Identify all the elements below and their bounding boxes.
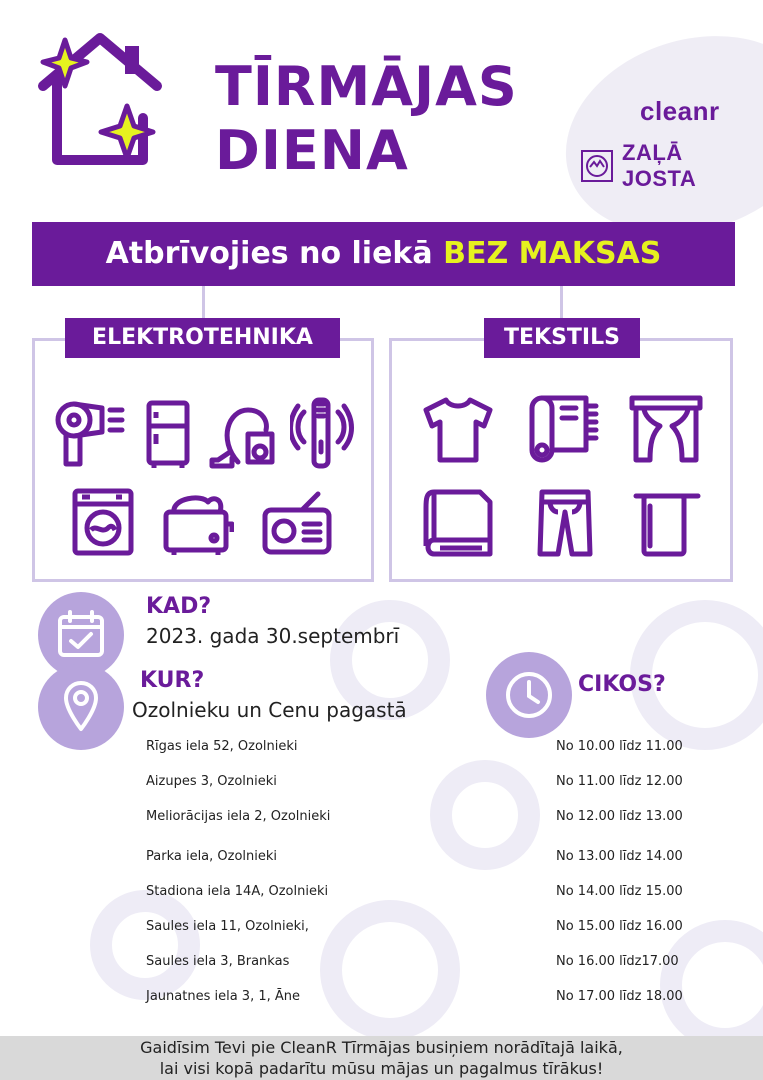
decor-ring — [320, 900, 460, 1040]
towel-icon — [632, 488, 702, 558]
electric-toothbrush-icon — [290, 396, 354, 470]
fridge-icon — [146, 400, 190, 470]
footer-line-2: lai visi kopā padarītu mūsu mājas un pagalmus tīrākus! — [159, 1059, 604, 1078]
schedule-address: Parka iela, Ozolnieki — [146, 849, 278, 864]
house-sparkle-icon — [25, 28, 175, 178]
event-place: Ozolnieku un Cenu pagastā — [132, 698, 407, 722]
title-line-2: DIENA — [215, 119, 409, 182]
schedule-time: No 17.00 līdz 18.00 — [556, 989, 683, 1004]
schedule-address: Rīgas iela 52, Ozolnieki — [146, 739, 298, 754]
folded-blanket-icon — [422, 488, 494, 558]
textiles-label: TEKSTILS — [484, 318, 640, 358]
banner-highlight: BEZ MAKSAS — [443, 236, 662, 271]
schedule-time: No 11.00 līdz 12.00 — [556, 774, 683, 789]
schedule-time: No 15.00 līdz 16.00 — [556, 919, 683, 934]
hair-dryer-icon — [52, 398, 128, 470]
time-label: CIKOS? — [578, 672, 666, 697]
schedule-address: Saules iela 11, Ozolnieki, — [146, 919, 309, 934]
schedule-time: No 14.00 līdz 15.00 — [556, 884, 683, 899]
zala-josta-emblem-icon — [580, 149, 614, 183]
curtains-icon — [628, 394, 704, 466]
schedule-address: Saules iela 3, Brankas — [146, 954, 290, 969]
title-line-1: TĪRMĀJAS — [215, 55, 518, 118]
trousers-icon — [536, 488, 594, 558]
electronics-label: ELEKTROTEHNIKA — [65, 318, 340, 358]
schedule-address: Meliorācijas iela 2, Ozolnieki — [146, 809, 331, 824]
tshirt-icon — [422, 396, 494, 464]
banner-text: Atbrīvojies no liekā — [105, 236, 433, 271]
schedule-time: No 16.00 līdz17.00 — [556, 954, 679, 969]
toaster-icon — [162, 488, 234, 556]
schedule-time: No 12.00 līdz 13.00 — [556, 809, 683, 824]
footer-line-1: Gaidīsim Tevi pie CleanR Tīrmājas busiņiem norādītajā laikā, — [140, 1038, 623, 1057]
clock-circle — [486, 652, 572, 738]
location-pin-icon — [63, 680, 99, 732]
when-label: KAD? — [146, 594, 212, 619]
clock-icon — [504, 670, 554, 720]
cleanr-logo: cleanr — [640, 96, 720, 126]
rolled-rug-icon — [528, 394, 602, 464]
footer — [0, 1036, 763, 1080]
schedule-address: Stadiona iela 14A, Ozolnieki — [146, 884, 329, 899]
calendar-check-icon — [57, 609, 105, 659]
schedule-address: Aizupes 3, Ozolnieki — [146, 774, 277, 789]
schedule-time: No 10.00 līdz 11.00 — [556, 739, 683, 754]
decor-ring — [430, 760, 540, 870]
banner — [32, 222, 735, 286]
washing-machine-icon — [72, 488, 134, 556]
schedule-address: Jaunatnes iela 3, 1, Āne — [146, 989, 301, 1004]
connector-line — [202, 286, 205, 322]
location-circle — [38, 664, 124, 750]
where-label: KUR? — [140, 668, 205, 693]
decor-ring — [90, 890, 200, 1000]
schedule-time: No 13.00 līdz 14.00 — [556, 849, 683, 864]
decor-ring — [660, 920, 763, 1050]
radio-icon — [262, 488, 332, 556]
connector-line — [560, 286, 563, 322]
vacuum-cleaner-icon — [208, 400, 278, 470]
event-date: 2023. gada 30.septembrī — [146, 624, 400, 648]
zala-josta-text: ZAĻĀ JOSTA — [622, 140, 697, 191]
zala-josta-logo — [580, 140, 763, 192]
